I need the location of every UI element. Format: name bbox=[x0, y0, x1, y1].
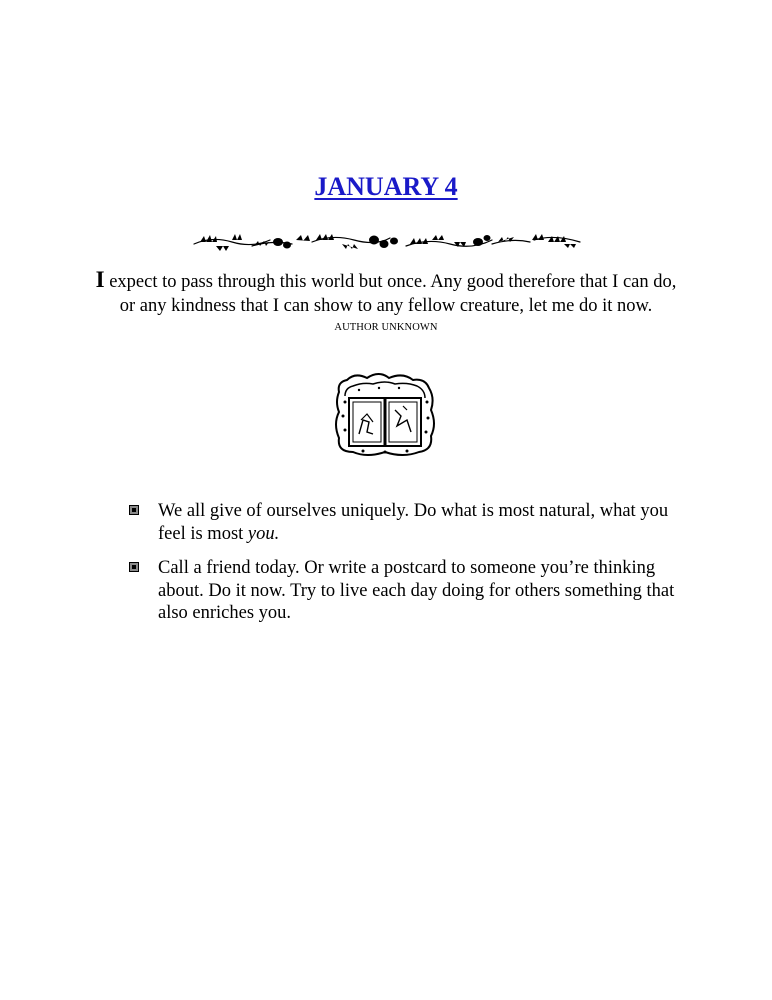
page-title bbox=[0, 170, 772, 204]
list-item bbox=[128, 500, 688, 545]
list-item bbox=[128, 557, 688, 625]
tips-list bbox=[128, 500, 688, 637]
quote-text bbox=[86, 268, 686, 318]
quote-author: AUTHOR UNKNOWN bbox=[334, 322, 438, 333]
title-link[interactable]: JANUARY 4 bbox=[314, 172, 458, 201]
window-frame-illustration-icon bbox=[333, 372, 437, 456]
tip-text bbox=[158, 500, 688, 545]
quote-body: expect to pass through this world but once. Any good therefore that I can do, or any kindness that I can show to any fellow creature, let me do it now. bbox=[104, 272, 677, 316]
square-bullet-icon bbox=[129, 562, 139, 572]
quote-dropcap: I bbox=[95, 267, 105, 292]
square-bullet-icon bbox=[129, 505, 139, 515]
tip-emphasis: you. bbox=[247, 523, 280, 544]
tip-body: Call a friend today. Or write a postcard to someone you’re thinking about. Do it now. Try to live each day doing for others something that also enriches you. bbox=[158, 558, 675, 623]
tip-body: We all give of ourselves uniquely. Do what is most natural, what you feel is most bbox=[158, 501, 669, 544]
holly-garland-divider-icon bbox=[192, 228, 582, 256]
tip-text bbox=[158, 557, 688, 625]
